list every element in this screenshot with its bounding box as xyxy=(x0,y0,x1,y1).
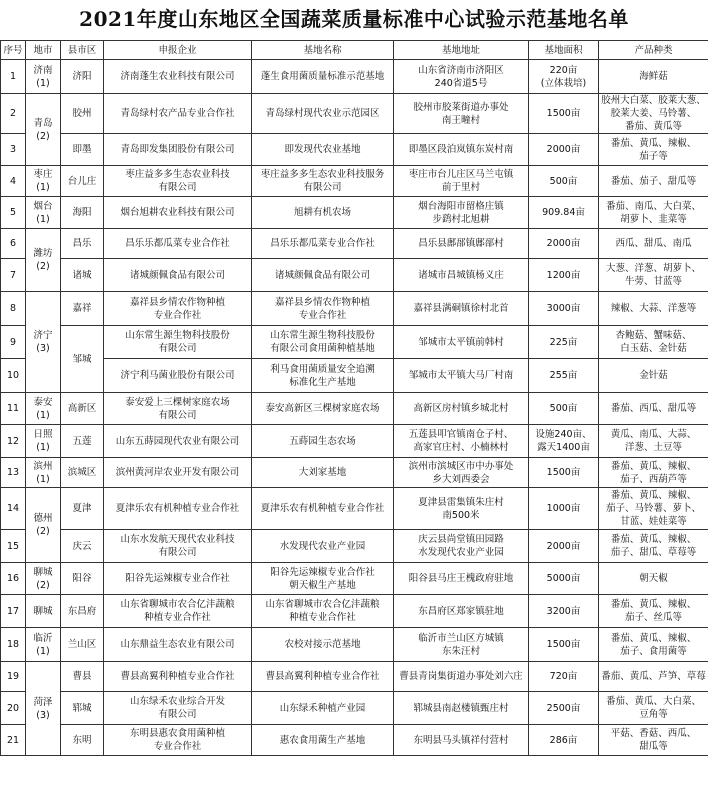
cell-base-name: 山东省聊城市农合亿沣蔬粮 种植专业合作社 xyxy=(252,595,394,628)
cell-address: 夏津县雷集镇朱庄村 南500米 xyxy=(394,488,529,530)
cell-company: 山东常生源生物科技股份 有限公司 xyxy=(104,326,252,359)
cell-city: 泰安 (1) xyxy=(26,393,61,425)
table-row xyxy=(1,488,708,530)
cell-address: 郓城县南赵楼镇甄庄村 xyxy=(394,692,529,725)
cell-products: 番茄、黄瓜、大白菜、 豆角等 xyxy=(599,692,708,725)
cell-base-name: 枣庄益多多生态农业科技服务 有限公司 xyxy=(252,166,394,197)
table-row xyxy=(1,166,708,197)
cell-county: 兰山区 xyxy=(61,628,104,662)
cell-company: 东明县惠农食用菌种植 专业合作社 xyxy=(104,725,252,756)
cell-products: 番茄、黄瓜、辣椒、 茄子、食用菌等 xyxy=(599,628,708,662)
cell-county: 东昌府 xyxy=(61,595,104,628)
cell-serial: 12 xyxy=(1,425,26,458)
cell-address: 阳谷县马庄王槐政府驻地 xyxy=(394,563,529,595)
cell-serial: 4 xyxy=(1,166,26,197)
cell-area: 1200亩 xyxy=(529,259,599,292)
table-row xyxy=(1,458,708,488)
cell-area: 设施240亩、 露天1400亩 xyxy=(529,425,599,458)
cell-serial: 10 xyxy=(1,359,26,393)
cell-county: 昌乐 xyxy=(61,229,104,259)
cell-area: 286亩 xyxy=(529,725,599,756)
cell-base-name: 诸城颜佩食品有限公司 xyxy=(252,259,394,292)
cell-area: 225亩 xyxy=(529,326,599,359)
cell-serial: 6 xyxy=(1,229,26,259)
table-row xyxy=(1,292,708,326)
cell-products: 杏鲍菇、蟹味菇、 白玉菇、金针菇 xyxy=(599,326,708,359)
cell-address: 滨州市滨城区市中办事处 乡大刘西委会 xyxy=(394,458,529,488)
cell-area: 1500亩 xyxy=(529,94,599,134)
cell-serial: 18 xyxy=(1,628,26,662)
cell-area: 909.84亩 xyxy=(529,197,599,229)
cell-products: 黄瓜、南瓜、大蒜、 洋葱、土豆等 xyxy=(599,425,708,458)
cell-serial: 19 xyxy=(1,662,26,692)
cell-county: 高新区 xyxy=(61,393,104,425)
cell-address: 枣庄市台儿庄区马兰屯镇 前于里村 xyxy=(394,166,529,197)
table-row xyxy=(1,595,708,628)
cell-city: 烟台(1) xyxy=(26,197,61,229)
cell-company: 山东鼎益生态农业有限公司 xyxy=(104,628,252,662)
cell-address: 庆云县尚堂镇田园路 水发现代农业产业园 xyxy=(394,530,529,563)
cell-base-name: 曹县高翼利种植专业合作社 xyxy=(252,662,394,692)
cell-address: 即墨区段泊岚镇东炭村南 xyxy=(394,134,529,166)
cell-address: 烟台海阳市留格庄镇 步鹞村北旭耕 xyxy=(394,197,529,229)
cell-base-name: 嘉祥县乡情农作物种植 专业合作社 xyxy=(252,292,394,326)
cell-address: 邹城市太平镇前韩村 xyxy=(394,326,529,359)
cell-city: 德州 (2) xyxy=(26,488,61,563)
cell-address: 东昌府区郑家镇驻地 xyxy=(394,595,529,628)
cell-company: 山东水发航天现代农业科技 有限公司 xyxy=(104,530,252,563)
cell-county: 庆云 xyxy=(61,530,104,563)
cell-city: 济宁 (3) xyxy=(26,292,61,393)
cell-address: 胶州市胶莱街道办事处 南王疃村 xyxy=(394,94,529,134)
cell-products: 番茄、黄瓜、辣椒、 茄子、丝瓜等 xyxy=(599,595,708,628)
cell-county: 嘉祥 xyxy=(61,292,104,326)
cell-company: 山东五蒔园现代农业有限公司 xyxy=(104,425,252,458)
cell-serial: 16 xyxy=(1,563,26,595)
cell-base-name: 五蒔园生态农场 xyxy=(252,425,394,458)
cell-city: 日照 (1) xyxy=(26,425,61,458)
cell-products: 西瓜、甜瓜、南瓜 xyxy=(599,229,708,259)
cell-area: 5000亩 xyxy=(529,563,599,595)
cell-products: 海鲜菇 xyxy=(599,60,708,94)
table-row xyxy=(1,393,708,425)
cell-company: 夏津乐农有机种植专业合作社 xyxy=(104,488,252,530)
cell-base-name: 农校对接示范基地 xyxy=(252,628,394,662)
cell-company: 枣庄益多多生态农业科技 有限公司 xyxy=(104,166,252,197)
table-row xyxy=(1,60,708,94)
cell-company: 山东省聊城市农合亿沣蔬粮 种植专业合作社 xyxy=(104,595,252,628)
cell-area: 255亩 xyxy=(529,359,599,393)
cell-products: 番茄、黄瓜、辣椒、 茄子、甜瓜、草莓等 xyxy=(599,530,708,563)
table-row xyxy=(1,197,708,229)
header-serial: 序号 xyxy=(1,41,26,60)
header-area: 基地面积 xyxy=(529,41,599,60)
table-body xyxy=(1,60,708,756)
cell-base-name: 利马食用菌质量安全追溯 标准化生产基地 xyxy=(252,359,394,393)
cell-city: 临沂 (1) xyxy=(26,628,61,662)
cell-base-name: 青岛绿村现代农业示范园区 xyxy=(252,94,394,134)
cell-county: 邹城 xyxy=(61,326,104,393)
cell-serial: 13 xyxy=(1,458,26,488)
cell-area: 3000亩 xyxy=(529,292,599,326)
cell-serial: 3 xyxy=(1,134,26,166)
cell-serial: 8 xyxy=(1,292,26,326)
cell-base-name: 蓬生食用菌质量标准示范基地 xyxy=(252,60,394,94)
header-products: 产品种类 xyxy=(599,41,708,60)
cell-city: 枣庄(1) xyxy=(26,166,61,197)
cell-company: 青岛即发集团股份有限公司 xyxy=(104,134,252,166)
cell-county: 诸城 xyxy=(61,259,104,292)
cell-products: 番茄、黄瓜、辣椒、 茄子、马铃薯、萝卜、 甘蓝、娃娃菜等 xyxy=(599,488,708,530)
cell-city: 聊城(2) xyxy=(26,563,61,595)
cell-area: 2000亩 xyxy=(529,229,599,259)
cell-company: 曹县高翼利种植专业合作社 xyxy=(104,662,252,692)
cell-area: 500亩 xyxy=(529,166,599,197)
table-row xyxy=(1,563,708,595)
cell-base-name: 夏津乐农有机种植专业合作社 xyxy=(252,488,394,530)
cell-area: 2500亩 xyxy=(529,692,599,725)
cell-products: 大葱、洋葱、胡萝卜、 牛蒡、甘蓝等 xyxy=(599,259,708,292)
cell-products: 番茄、西瓜、甜瓜等 xyxy=(599,393,708,425)
cell-products: 平菇、香菇、西瓜、 甜瓜等 xyxy=(599,725,708,756)
cell-county: 济阳 xyxy=(61,60,104,94)
cell-base-name: 泰安高新区三棵树家庭农场 xyxy=(252,393,394,425)
cell-company: 昌乐乐都瓜菜专业合作社 xyxy=(104,229,252,259)
cell-serial: 14 xyxy=(1,488,26,530)
cell-base-name: 旭耕有机农场 xyxy=(252,197,394,229)
cell-county: 即墨 xyxy=(61,134,104,166)
cell-products: 番茄、茄子、甜瓜等 xyxy=(599,166,708,197)
cell-county: 五莲 xyxy=(61,425,104,458)
cell-city: 济南 (1) xyxy=(26,60,61,94)
cell-city: 聊城 xyxy=(26,595,61,628)
cell-area: 500亩 xyxy=(529,393,599,425)
table-row xyxy=(1,692,708,725)
table-row xyxy=(1,229,708,259)
cell-serial: 5 xyxy=(1,197,26,229)
cell-county: 郓城 xyxy=(61,692,104,725)
cell-serial: 20 xyxy=(1,692,26,725)
cell-area: 1500亩 xyxy=(529,628,599,662)
table-row xyxy=(1,134,708,166)
cell-base-name: 惠农食用菌生产基地 xyxy=(252,725,394,756)
cell-address: 曹县青岗集街道办事处刘六庄 xyxy=(394,662,529,692)
cell-area: 1000亩 xyxy=(529,488,599,530)
base-list-table xyxy=(0,40,708,756)
cell-serial: 9 xyxy=(1,326,26,359)
cell-county: 夏津 xyxy=(61,488,104,530)
cell-address: 诸城市昌城镇杨义庄 xyxy=(394,259,529,292)
cell-company: 山东绿禾农业综合开发 有限公司 xyxy=(104,692,252,725)
header-company: 申报企业 xyxy=(104,41,252,60)
cell-company: 烟台旭耕农业科技有限公司 xyxy=(104,197,252,229)
header-city: 地市 xyxy=(26,41,61,60)
table-row xyxy=(1,326,708,359)
table-row xyxy=(1,94,708,134)
cell-products: 番茄、黄瓜、芦笋、草莓 xyxy=(599,662,708,692)
cell-products: 朝天椒 xyxy=(599,563,708,595)
cell-county: 台儿庄 xyxy=(61,166,104,197)
cell-company: 青岛绿村农产品专业合作社 xyxy=(104,94,252,134)
cell-base-name: 山东常生源生物科技股份 有限公司食用菌种植基地 xyxy=(252,326,394,359)
cell-serial: 15 xyxy=(1,530,26,563)
table-row xyxy=(1,425,708,458)
cell-city: 菏泽 (3) xyxy=(26,662,61,756)
cell-area: 2000亩 xyxy=(529,134,599,166)
cell-address: 五莲县叩官镇南仓子村、 高家官庄村、小楠林村 xyxy=(394,425,529,458)
cell-company: 诸城颜佩食品有限公司 xyxy=(104,259,252,292)
cell-products: 胶州大白菜、胶莱大葱、 胶莱大姜、马铃薯、 番茄、黄瓜等 xyxy=(599,94,708,134)
cell-serial: 2 xyxy=(1,94,26,134)
cell-base-name: 大刘家基地 xyxy=(252,458,394,488)
cell-county: 滨城区 xyxy=(61,458,104,488)
cell-company: 泰安爱上三棵树家庭农场 有限公司 xyxy=(104,393,252,425)
table-row xyxy=(1,530,708,563)
cell-address: 高新区房村镇乡城北村 xyxy=(394,393,529,425)
cell-address: 昌乐县鄌郚镇鄌郚村 xyxy=(394,229,529,259)
document-title: 2021年度山东地区全国蔬菜质量标准中心试验示范基地名单 xyxy=(79,7,629,31)
cell-company: 嘉祥县乡情农作物种植 专业合作社 xyxy=(104,292,252,326)
header-row xyxy=(1,41,708,60)
cell-base-name: 阳谷先运辣椒专业合作社 朝天椒生产基地 xyxy=(252,563,394,595)
cell-serial: 1 xyxy=(1,60,26,94)
cell-city: 青岛 (2) xyxy=(26,94,61,166)
cell-company: 济南蓬生农业科技有限公司 xyxy=(104,60,252,94)
cell-area: 720亩 xyxy=(529,662,599,692)
cell-base-name: 昌乐乐都瓜菜专业合作社 xyxy=(252,229,394,259)
cell-products: 金针菇 xyxy=(599,359,708,393)
cell-address: 山东省济南市济阳区 240省道5号 xyxy=(394,60,529,94)
cell-city: 滨州 (1) xyxy=(26,458,61,488)
table-row xyxy=(1,259,708,292)
cell-serial: 17 xyxy=(1,595,26,628)
cell-base-name: 即发现代农业基地 xyxy=(252,134,394,166)
cell-city: 潍坊 (2) xyxy=(26,229,61,292)
cell-serial: 11 xyxy=(1,393,26,425)
cell-area: 1500亩 xyxy=(529,458,599,488)
cell-serial: 7 xyxy=(1,259,26,292)
cell-products: 番茄、黄瓜、辣椒、 茄子等 xyxy=(599,134,708,166)
cell-county: 海阳 xyxy=(61,197,104,229)
cell-products: 番茄、南瓜、大白菜、 胡萝卜、韭菜等 xyxy=(599,197,708,229)
cell-products: 辣椒、大蒜、洋葱等 xyxy=(599,292,708,326)
table-row xyxy=(1,725,708,756)
header-address: 基地地址 xyxy=(394,41,529,60)
cell-area: 220亩 (立体栽培) xyxy=(529,60,599,94)
cell-address: 邹城市太平镇大马厂村南 xyxy=(394,359,529,393)
cell-base-name: 山东绿禾种植产业园 xyxy=(252,692,394,725)
cell-company: 阳谷先运辣椒专业合作社 xyxy=(104,563,252,595)
cell-company: 济宁利马菌业股份有限公司 xyxy=(104,359,252,393)
cell-county: 胶州 xyxy=(61,94,104,134)
cell-base-name: 水发现代农业产业园 xyxy=(252,530,394,563)
cell-county: 曹县 xyxy=(61,662,104,692)
table-row xyxy=(1,359,708,393)
table-row xyxy=(1,662,708,692)
cell-address: 东明县马头镇祥付营村 xyxy=(394,725,529,756)
cell-county: 阳谷 xyxy=(61,563,104,595)
table-row xyxy=(1,628,708,662)
cell-address: 临沂市兰山区方城镇 东朱汪村 xyxy=(394,628,529,662)
cell-county: 东明 xyxy=(61,725,104,756)
cell-area: 3200亩 xyxy=(529,595,599,628)
cell-serial: 21 xyxy=(1,725,26,756)
cell-products: 番茄、黄瓜、辣椒、 茄子、西葫芦等 xyxy=(599,458,708,488)
cell-company: 滨州黄河岸农业开发有限公司 xyxy=(104,458,252,488)
cell-address: 嘉祥县满硐镇徐村北首 xyxy=(394,292,529,326)
header-base-name: 基地名称 xyxy=(252,41,394,60)
cell-area: 2000亩 xyxy=(529,530,599,563)
header-county: 县市区 xyxy=(61,41,104,60)
